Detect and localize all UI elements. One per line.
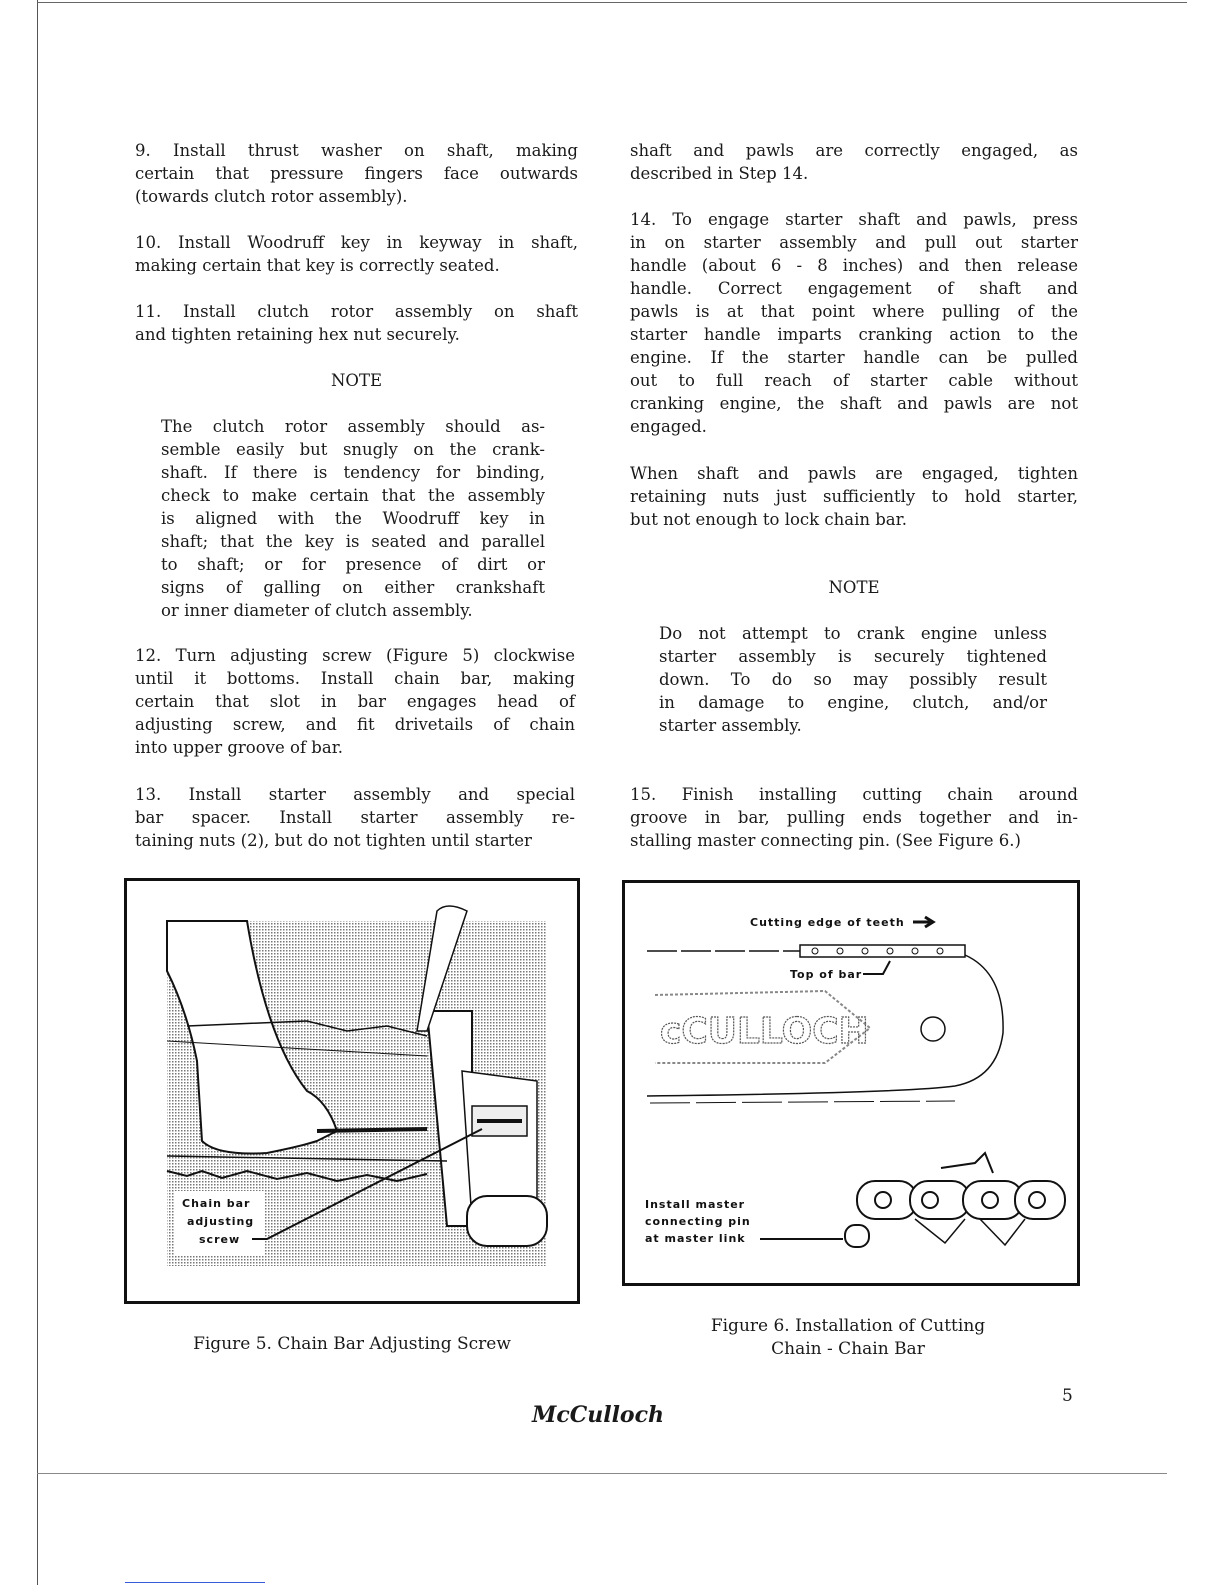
- note-1-text: [161, 415, 545, 622]
- text-line: until it bottoms. Install chain bar, making: [135, 669, 575, 688]
- note-heading: NOTE: [330, 371, 382, 390]
- text-line: taining nuts (2), but do not tighten until starter: [135, 831, 532, 850]
- text-line: check to make certain that the assembly: [161, 486, 545, 505]
- step-10: [135, 231, 578, 277]
- text-line: or inner diameter of clutch assembly.: [161, 601, 473, 620]
- top-of-bar-label: Top of bar: [790, 968, 863, 981]
- text-line: shaft; that the key is seated and parallel: [161, 532, 545, 551]
- text-line: adjusting screw, and fit drivetails of chain: [135, 715, 575, 734]
- step-9: [135, 139, 578, 208]
- step-13: [135, 783, 575, 852]
- figure-5-label-line: screw: [199, 1233, 241, 1246]
- step-12: [135, 644, 575, 759]
- step-14: [630, 208, 1078, 438]
- figure-5-caption: Figure 5. Chain Bar Adjusting Screw: [193, 1334, 511, 1354]
- note-heading: NOTE: [828, 578, 880, 597]
- cutting-chain-illustration: [625, 883, 1077, 1283]
- text-line: pawls is at that point where pulling of the: [630, 302, 1078, 321]
- text-line: into upper groove of bar.: [135, 738, 344, 757]
- text-line: and tighten retaining hex nut securely.: [135, 325, 460, 344]
- page-number: 5: [1062, 1386, 1073, 1406]
- figure-6: [622, 880, 1080, 1286]
- master-link-label-line: connecting pin: [645, 1215, 751, 1228]
- figure-5: [124, 878, 580, 1304]
- figure-6-caption-line: Chain - Chain Bar: [771, 1339, 925, 1359]
- text-line: engaged.: [630, 417, 707, 436]
- text-line: 9. Install thrust washer on shaft, making: [135, 141, 578, 160]
- text-line: 11. Install clutch rotor assembly on shaft: [135, 302, 578, 321]
- text-line: starter assembly.: [659, 716, 802, 735]
- text-line: 12. Turn adjusting screw (Figure 5) clockwise: [135, 646, 575, 665]
- text-line: stalling master connecting pin. (See Figure 6.): [630, 831, 1021, 850]
- master-link-label-line: Install master: [645, 1198, 746, 1211]
- text-line: bar spacer. Install starter assembly re-: [135, 808, 575, 827]
- text-line: in on starter assembly and pull out starter: [630, 233, 1078, 252]
- step-11: [135, 300, 578, 346]
- text-line: making certain that key is correctly seated.: [135, 256, 500, 275]
- mcculloch-logo: McCulloch: [531, 1402, 665, 1428]
- text-line: described in Step 14.: [630, 164, 809, 183]
- text-line: 15. Finish installing cutting chain around: [630, 785, 1078, 804]
- text-line: starter assembly is securely tightened: [659, 647, 1047, 666]
- text-line: out to full reach of starter cable without: [630, 371, 1078, 390]
- link-underline: [125, 1582, 265, 1583]
- scan-edge-bottom: [37, 1473, 1167, 1474]
- cutting-edge-label: Cutting edge of teeth: [750, 916, 905, 929]
- text-line: cranking engine, the shaft and pawls are not: [630, 394, 1078, 413]
- text-line: signs of galling on either crankshaft: [161, 578, 545, 597]
- figure-5-label-line: Chain bar: [182, 1197, 251, 1210]
- text-line: shaft and pawls are correctly engaged, as: [630, 141, 1078, 160]
- text-line: is aligned with the Woodruff key in: [161, 509, 545, 528]
- text-line: certain that pressure fingers face outwards: [135, 164, 578, 183]
- text-line: 13. Install starter assembly and special: [135, 785, 575, 804]
- text-line: When shaft and pawls are engaged, tighten: [630, 464, 1078, 483]
- text-line: engine. If the starter handle can be pulled: [630, 348, 1078, 367]
- text-line: shaft. If there is tendency for binding,: [161, 463, 545, 482]
- scan-edge-top: [37, 2, 1187, 3]
- text-line: certain that slot in bar engages head of: [135, 692, 575, 711]
- text-line: 10. Install Woodruff key in keyway in shaft,: [135, 233, 578, 252]
- text-line: groove in bar, pulling ends together and in-: [630, 808, 1078, 827]
- text-line: in damage to engine, clutch, and/or: [659, 693, 1047, 712]
- figure-6-caption-line: Figure 6. Installation of Cutting: [710, 1316, 986, 1336]
- text-line: semble easily but snugly on the crank-: [161, 440, 545, 459]
- text-line: (towards clutch rotor assembly).: [135, 187, 408, 206]
- engaged-para: [630, 462, 1078, 531]
- text-line: retaining nuts just sufficiently to hold starter,: [630, 487, 1078, 506]
- note-2-text: [659, 622, 1047, 737]
- text-line: The clutch rotor assembly should as-: [161, 417, 545, 436]
- step-13-cont: [630, 139, 1078, 185]
- text-line: handle. Correct engagement of shaft and: [630, 279, 1078, 298]
- text-line: to shaft; or for presence of dirt or: [161, 555, 545, 574]
- text-line: handle (about 6 - 8 inches) and then release: [630, 256, 1078, 275]
- bar-logo: cCULLOCH: [660, 1011, 869, 1052]
- text-line: Do not attempt to crank engine unless: [659, 624, 1047, 643]
- chain-bar-adjusting-illustration: [127, 881, 577, 1301]
- step-15: [630, 783, 1078, 852]
- figure-5-label-line: adjusting: [187, 1215, 255, 1228]
- text-line: but not enough to lock chain bar.: [630, 510, 907, 529]
- text-line: starter handle imparts cranking action to the: [630, 325, 1078, 344]
- scan-edge-left: [37, 0, 38, 1585]
- text-line: down. To do so may possibly result: [659, 670, 1047, 689]
- text-line: 14. To engage starter shaft and pawls, press: [630, 210, 1078, 229]
- master-link-label-line: at master link: [645, 1232, 746, 1245]
